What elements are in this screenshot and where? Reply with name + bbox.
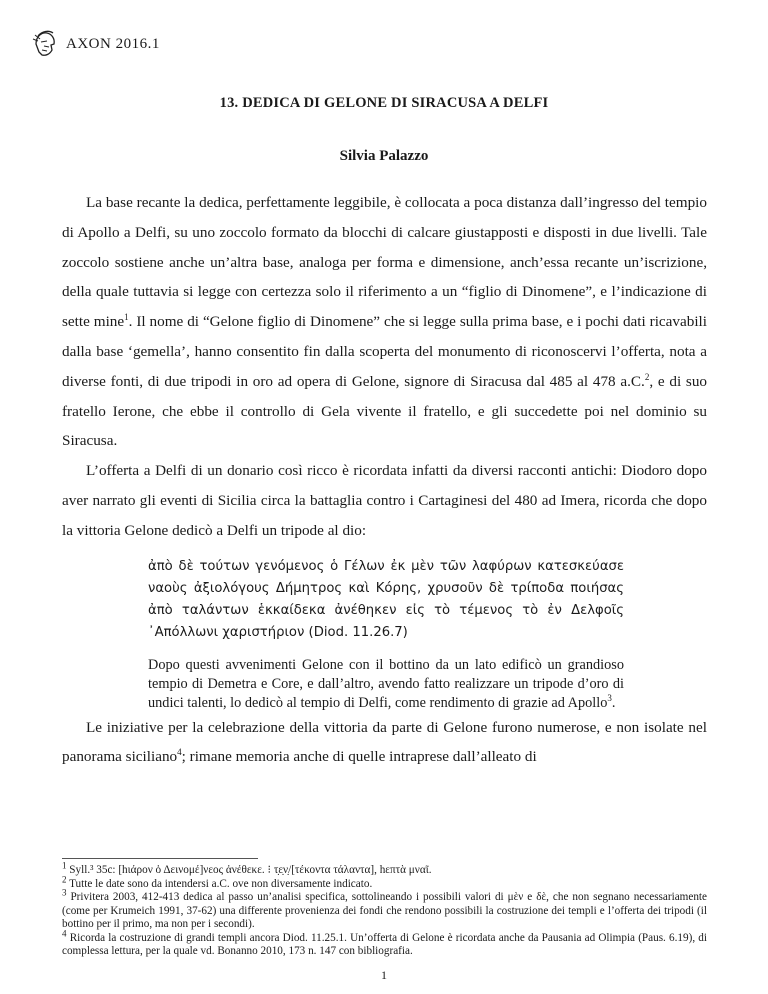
greek-quotation: ἀπὸ δὲ τούτων γενόμενος ὁ Γέλων ἐκ μὲν τῶν λαφύρων κατεσκεύασε ναοὺς ἀξιολόγους Δήμητρος καὶ Κόρης, χρυσοῦν δὲ τρίποδα ποιήσας ἀπὸ ταλάντων ἑκκαίδεκα ἀνέθηκεν εἰς τὸ τέμενος τὸ ἐν Δελφοῖς ᾿Απόλλωνι χαριστήριον (Diod. 11.26.7) xyxy=(148,558,624,640)
italian-translation xyxy=(148,656,624,713)
journal-name: AXON 2016.1 xyxy=(66,35,160,52)
footnote-ref-4[interactable]: 4 xyxy=(177,747,182,758)
paragraph-2: L’offerta a Delfi di un donario così ricco è ricordata infatti da diversi racconti antichi: Diodoro dopo aver narrato gli eventi di Sicilia circa la battaglia contro i Cartaginesi del 480 ad Imera, ricorda che dopo la vittoria Gelone dedicò a Delfi un tripode al dio: xyxy=(62,462,707,539)
page-number: 1 xyxy=(381,968,387,982)
paragraph-3 xyxy=(62,713,707,773)
footnote-text: Privitera 2003, 412-413 dedica al passo un’analisi specifica, sottolineando i possibili valori di μὲν e δὲ, che non segnano necessariamente (come per Krumeich 1991, 37-62) una differente provenienza dei fondi che rendono possibili la costruzione dei templi e l’offerta dei tripodi (il bottino per il primo, ma non per i secondi). xyxy=(62,891,708,930)
footnote-1 xyxy=(62,860,707,878)
paragraph-3-text-a: Le iniziative per la celebrazione della vittoria da parte di Gelone furono numerose, e non isolate nel panorama siciliano xyxy=(62,718,707,766)
footnote-ref-1[interactable]: 1 xyxy=(124,312,129,323)
footnote-text: Ricorda la costruzione di grandi templi ancora Diod. 11.25.1. Un’offerta di Gelone è ricordata anche da Pausania ad Olimpia (Paus. 6.19), di complessa lettura, per la quale vd. Bonanno 2010, 173 n. 147 con bibliografia. xyxy=(62,931,708,957)
running-header xyxy=(32,30,160,58)
author-name: Silvia Palazzo xyxy=(339,148,429,164)
footnote-2 xyxy=(62,873,707,892)
paragraph-3-text-b: ; rimane memoria anche di quelle intraprese dall’alleato di xyxy=(181,748,537,766)
translation-end: . xyxy=(611,694,616,711)
footnote-number: 2 xyxy=(62,873,67,884)
paragraph-1 xyxy=(62,188,707,456)
footnotes xyxy=(62,860,708,959)
footnote-ref-2[interactable]: 2 xyxy=(644,371,650,382)
footnote-3 xyxy=(62,887,708,932)
translation-text: Dopo questi avvenimenti Gelone con il bottino da un lato edificò un grandioso tempio di Demetra e Core, e dall’altro, avendo fatto realizzare un tripode d’oro di undici talenti, lo dedicò al tempio di Delfi, come rendimento di grazie ad Apollo xyxy=(148,656,624,711)
footnote-number: 4 xyxy=(62,927,67,938)
footnote-ref-3[interactable]: 3 xyxy=(607,692,612,703)
footnote-text: Tutte le date sono da intendersi a.C. ove non diversamente indicato. xyxy=(69,877,373,890)
paragraph-1-text-b: . Il nome di “Gelone figlio di Dinomene” che si legge sulla prima base, e i pochi dati ricavabili dalla base ‘gemella’, hanno consentito fin dalla scoperta del monumento di riconoscervi l’offerta, nota a diverse fonti, di due tripodi in oro ad opera di Gelone, signore di Siracusa dal 485 al 478 a.C. xyxy=(62,313,707,390)
footnote-number: 3 xyxy=(62,887,67,898)
footnote-number: 1 xyxy=(62,860,67,871)
footnote-text: Syll.³ 35c: [hιάρον ὁ Δεινομέ]νεος ἀνέθεκε. ⁝ τ̣ε̣ν̣/[τέκοντα τάλαντα], hεπτὰ μναῖ. xyxy=(69,864,432,876)
warrior-head-icon xyxy=(32,30,58,58)
paragraph-1-text-c: , e di suo fratello Ierone, che ebbe il controllo di Gela vivente il fratello, e gli succedette poi nel dominio su Siracusa. xyxy=(62,372,708,450)
footnote-divider xyxy=(62,858,258,859)
article-title: 13. DEDICA DI GELONE DI SIRACUSA A DELFI xyxy=(219,95,549,111)
paragraph-1-text-a: La base recante la dedica, perfettamente leggibile, è collocata a poca distanza dall’ingresso del tempio di Apollo a Delfi, su uno zoccolo formato da blocchi di calcare giustapposti e disposti in due livelli. Tale zoccolo sostiene anche un’altra base, analoga per forma e dimensione, anch’essa recante un’iscrizione, della quale tuttavia si legge con certezza solo il riferimento a un “figlio di Dinomene”, e l’indicazione di sette mine xyxy=(62,194,707,331)
article-body xyxy=(62,188,707,772)
footnote-4 xyxy=(62,927,708,959)
